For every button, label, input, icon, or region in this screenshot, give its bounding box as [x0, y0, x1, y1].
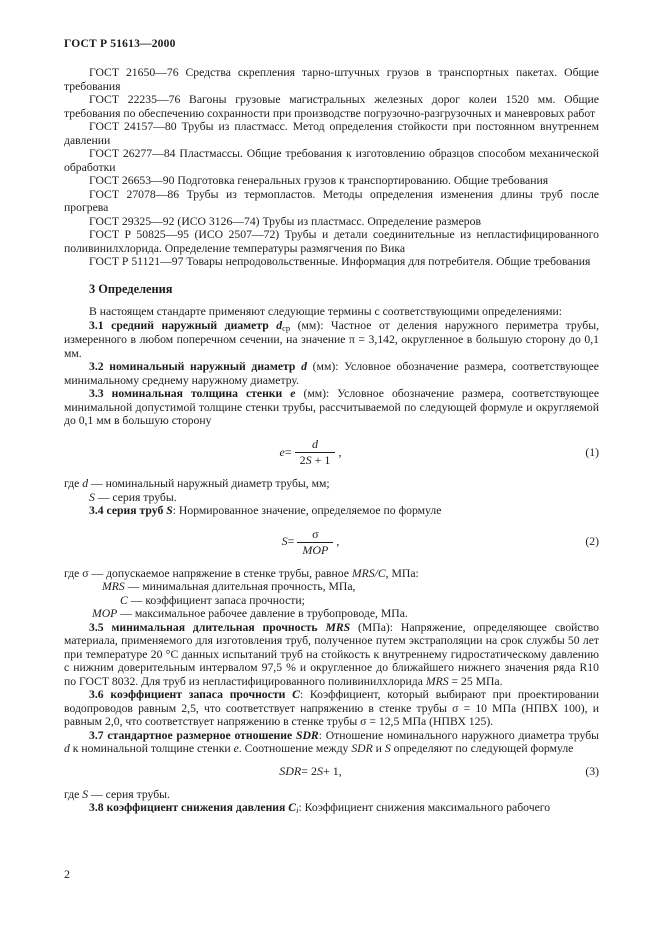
text-segment: , МПа: [385, 566, 419, 580]
text-segment: ГОСТ 27078—86 Трубы из термопластов. Методы определения изменения длины труб после прогрева [64, 187, 599, 215]
paragraph [64, 477, 599, 491]
paragraph [64, 360, 599, 387]
paragraph [64, 621, 599, 689]
section-heading: 3 Определения [89, 281, 173, 296]
text-segment: σ [312, 526, 319, 541]
formula-number: (3) [585, 764, 599, 778]
paragraph [64, 801, 599, 816]
text-segment: — максимальное рабочее давление в трубопроводе, МПа. [117, 607, 408, 621]
text-segment: S [82, 787, 89, 801]
text-segment: = [287, 534, 295, 549]
text-segment: d [312, 437, 319, 451]
paragraph [64, 491, 599, 505]
text-segment: MOP [302, 542, 329, 557]
text-segment: где [64, 787, 83, 801]
text-segment: S [317, 763, 323, 778]
text-segment: : Отношение номинального наружного диаметра трубы [318, 728, 599, 742]
paragraph [64, 147, 599, 174]
fraction [297, 527, 333, 558]
text-segment: ГОСТ Р 51121—97 Товары непродовольственные. Информация для потребителя. Общие требования [89, 255, 591, 269]
text-segment: к номинальной толщине стенки [69, 742, 234, 756]
text-segment: MRS/C [351, 566, 386, 580]
text-segment: = 25 МПа. [448, 674, 503, 688]
text-segment: 3.4 серия труб [89, 504, 167, 518]
text-segment: d [64, 742, 70, 756]
text-segment: 3.3 номинальная толщина стенки [89, 387, 291, 401]
text-segment: d [301, 360, 307, 374]
text-segment: = [284, 444, 292, 459]
text-segment: C [292, 688, 300, 702]
text-segment: e [233, 742, 239, 756]
text-segment: ГОСТ 26277—84 Пластмассы. Общие требования к изготовлению образцов способом механической обработки [64, 147, 599, 174]
formula-number: (2) [585, 535, 599, 549]
fraction-denominator [295, 453, 336, 468]
text-segment: 3.2 номинальный наружный диаметр [89, 360, 302, 374]
text-segment: e [279, 444, 285, 459]
text-segment: . Соотношение между [238, 742, 352, 756]
paragraph [64, 188, 599, 215]
paragraph [64, 319, 599, 361]
text-segment: — коэффициент запаса прочности; [127, 593, 305, 607]
text-segment: + 1 [311, 453, 331, 467]
text-segment: , [338, 444, 342, 459]
text-segment: и [372, 742, 385, 756]
text-segment: 3.6 коэффициент запаса прочности [89, 688, 293, 702]
text-segment: определяют по следующей формуле [390, 742, 574, 756]
paragraph [64, 305, 599, 319]
paragraph [64, 215, 599, 229]
text-segment: SDR [279, 763, 302, 778]
paragraph [64, 607, 599, 621]
paragraph [64, 594, 599, 608]
paragraph [64, 688, 599, 729]
text-segment: : Коэффициент снижения максимального рабочего [298, 801, 551, 815]
formula [64, 527, 599, 558]
text-segment: — серия трубы. [88, 787, 170, 801]
text-segment: 2 [299, 453, 306, 467]
text-segment: + 1, [323, 763, 342, 778]
text-segment: 3.5 минимальная длительная прочность [89, 620, 326, 634]
text-segment: 3.8 коэффициент снижения давления [89, 801, 289, 815]
fraction-numerator [295, 437, 336, 453]
fraction [295, 437, 336, 468]
text-segment: ГОСТ 29325—92 (ИСО 3126—74) Трубы из пластмасс. Определение размеров [89, 214, 481, 228]
text-segment: ГОСТ 26653—90 Подготовка генеральных грузов к транспортированию. Общие требования [89, 174, 549, 188]
text-segment: e [290, 387, 296, 401]
text-segment: d [276, 318, 283, 332]
text-segment: В настоящем стандарте применяют следующие термины с соответствующими определениями: [89, 305, 563, 319]
text-segment: S [384, 742, 391, 756]
running-header: ГОСТ Р 51613—2000 [64, 38, 176, 50]
text-segment: = 2 [301, 763, 317, 778]
fraction-denominator [297, 543, 333, 558]
text-segment: SDR [295, 728, 319, 742]
text-segment: , [336, 534, 340, 549]
text-segment: S [166, 504, 173, 518]
formula-number: (1) [585, 445, 599, 459]
formula-expression [64, 765, 557, 779]
text-segment: : Нормированное значение, определяемое по формуле [172, 504, 442, 518]
formula-expression [64, 527, 557, 558]
fraction-numerator [297, 527, 333, 543]
text-segment: MOP [92, 607, 118, 621]
text-segment: (МПа): Напряжение, определяющее свойство материала, применяемого для изготовления труб, полученное путем экстраполяции на срок службы 50 лет при температуре 20 °С данных испытаний труб на стойкость к внутреннему гидростатическому давлению с нижним доверительным интервалом 97,5 % и округленное до ближайшего нижнего значения ряда R10 по ГОСТ 8032. Для труб из непластифицированного поливинилхлорида [64, 620, 599, 688]
text-segment: ГОСТ 24157—80 Трубы из пластмасс. Метод определения стойкости при постоянном внутреннем давлении [64, 120, 599, 147]
paragraph [64, 387, 599, 428]
text-segment: S [281, 534, 288, 549]
text-segment: 3.1 средний наружный диаметр [89, 318, 277, 332]
paragraph [64, 729, 599, 756]
paragraph [64, 174, 599, 188]
page-number: 2 [64, 867, 70, 881]
text-segment: ГОСТ 22235—76 Вагоны грузовые магистральных железных дорог колеи 1520 мм. Общие требования по обеспечению сохранности при производстве погрузочно-разгрузочных и маневровых работ [64, 93, 599, 120]
text-segment: S [305, 453, 312, 467]
text-segment: d [82, 477, 89, 490]
text-segment: MRS [425, 674, 449, 688]
text-segment: i [296, 805, 299, 816]
text-segment: : Коэффициент, который выбирают при проектировании водопроводов равным 2,5, что соответствует напряжению в стенке трубы σ = 10 МПа (НПВХ 100), и равным 2,0, что соответствует напряжению в стенке трубы σ = 12,5 МПа (НПВХ 125). [64, 688, 599, 729]
formula [64, 437, 599, 468]
text-segment: ГОСТ 21650—76 Средства скрепления тарно-штучных грузов в транспортных пакетах. Общие требования [64, 66, 599, 93]
paragraph [64, 504, 599, 518]
text-segment: (мм): Условное обозначение размера, соответствующее минимальному среднему наружному диаметру. [64, 360, 599, 387]
text-segment: SDR [351, 742, 373, 756]
paragraph [64, 580, 599, 594]
text-segment: где [64, 477, 83, 490]
document-content [64, 66, 599, 816]
text-segment: MRS [102, 580, 125, 594]
text-segment: — минимальная длительная прочность, МПа, [124, 580, 356, 594]
text-segment: ГОСТ Р 50825—95 (ИСО 2507—72) Трубы и детали соединительные из непластифицированного поливинилхлорида. Определение температуры размягчения по Вика [64, 228, 599, 255]
paragraph [64, 567, 599, 581]
text-segment: C [120, 593, 128, 607]
text-segment: (мм): Частное от деления наружного периметра трубы, измеренного в любом поперечном сечении, на значение π = 3,142, округленное в большую сторону до 0,1 мм. [64, 318, 600, 360]
text-segment: — серия трубы. [94, 490, 177, 504]
formula-expression [64, 437, 557, 468]
text-segment: C [288, 801, 297, 815]
paragraph [64, 120, 599, 147]
text-segment: S [89, 490, 95, 504]
paragraph [64, 255, 599, 269]
text-segment: (мм): Условное обозначение размера, соответствующее минимальной допустимой толщине стенки трубы, рассчитываемой по следующей формуле и округляемой до 0,1 мм в большую сторону [64, 387, 600, 428]
paragraph [64, 228, 599, 255]
text-segment: где σ — допускаемое напряжение в стенке трубы, равное [64, 566, 352, 580]
text-segment: — номинальный наружный диаметр трубы, мм; [88, 477, 330, 490]
text-segment: ср [282, 322, 291, 333]
text-segment: MRS [325, 620, 351, 634]
paragraph [64, 66, 599, 93]
text-segment: 3.7 стандартное размерное отношение [89, 728, 296, 742]
formula [64, 765, 599, 779]
paragraph [64, 93, 599, 120]
paragraph [64, 788, 599, 802]
